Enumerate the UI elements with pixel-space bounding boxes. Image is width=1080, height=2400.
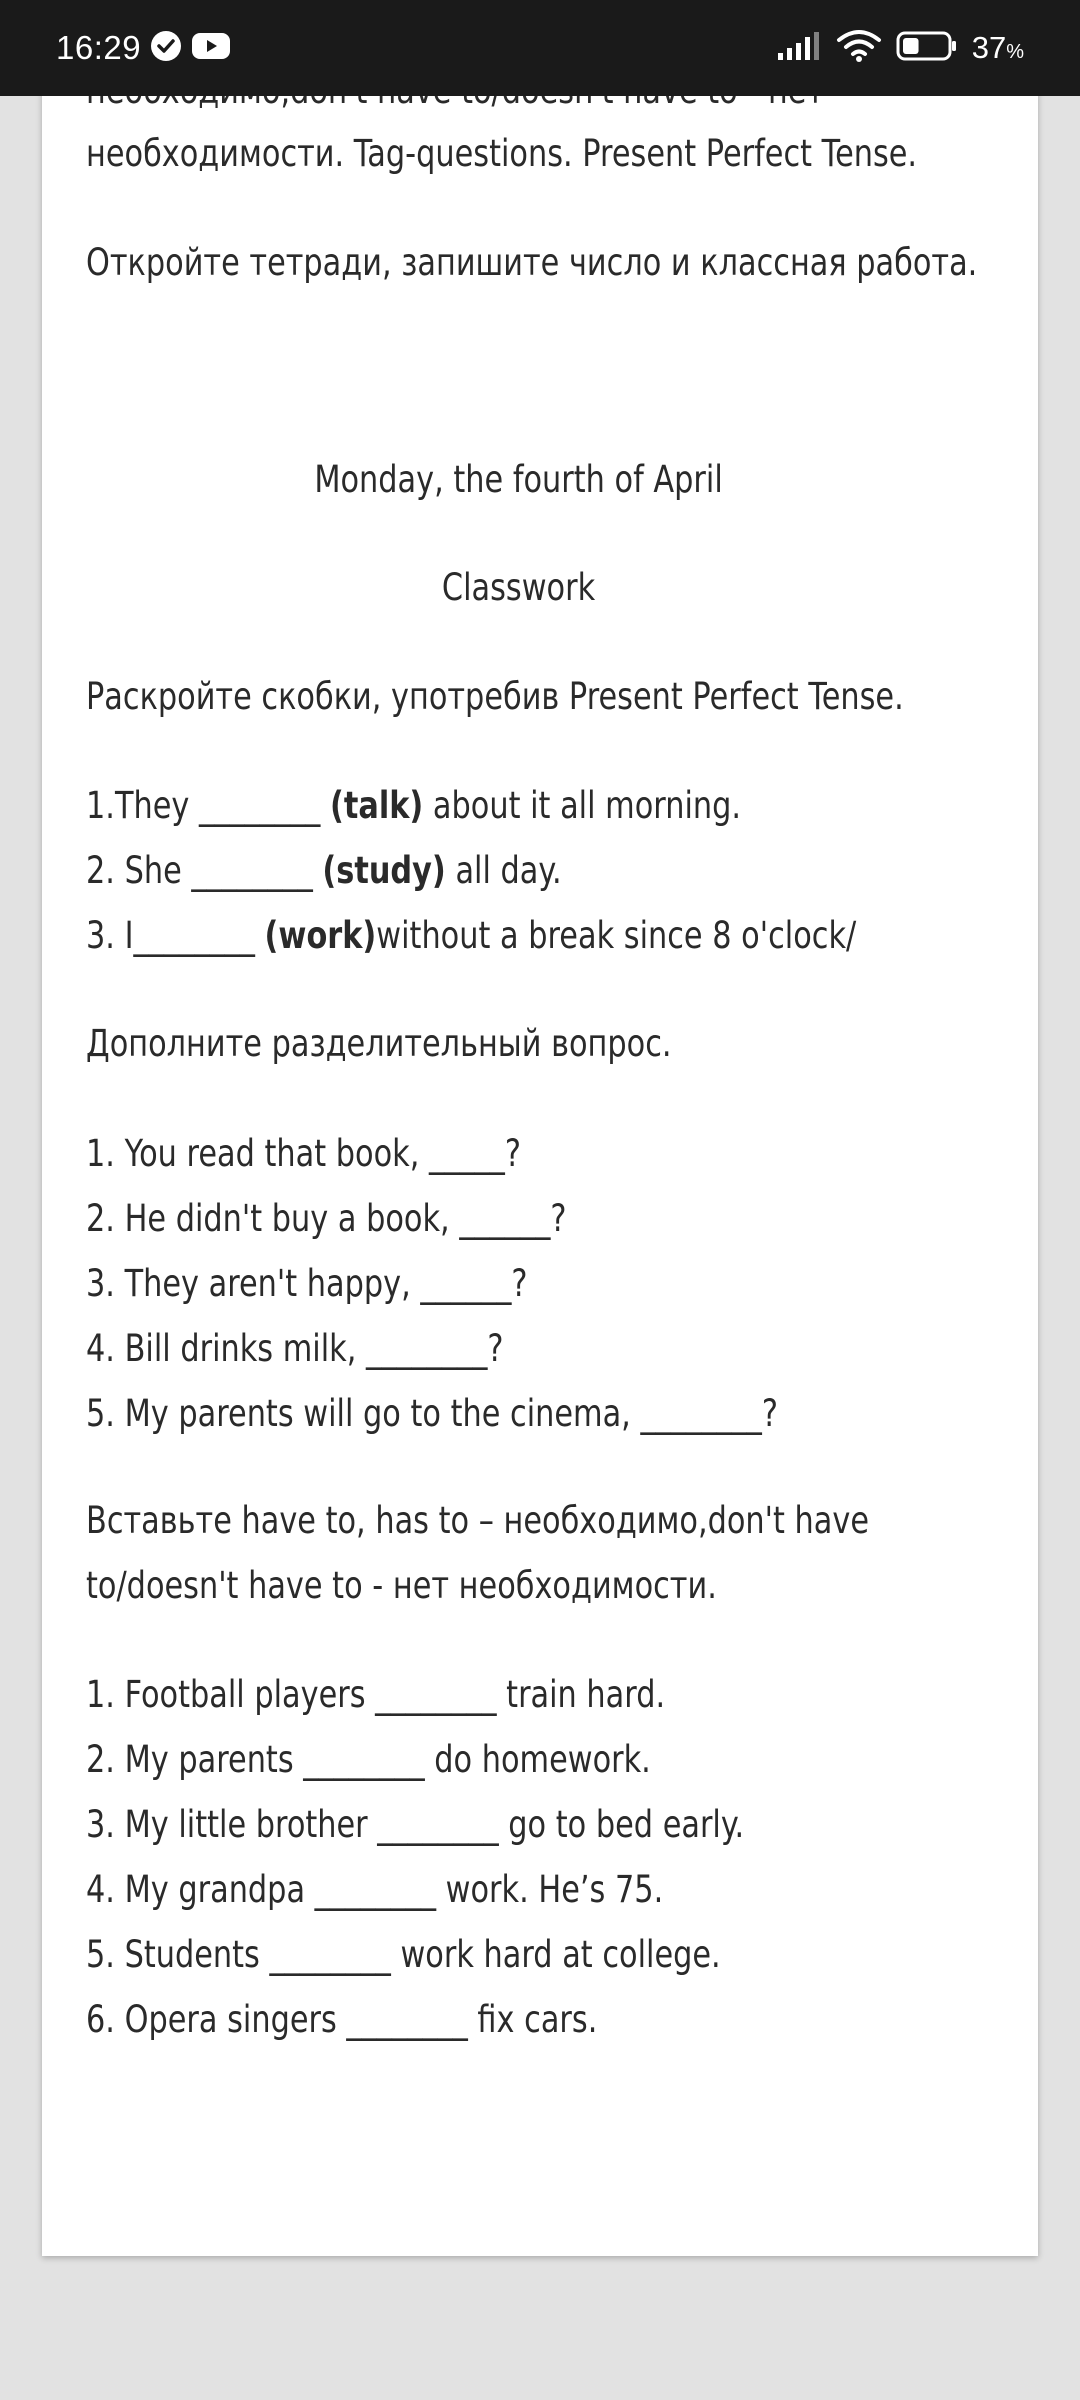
clock: 16:29 [56,29,142,66]
task3-item: 6. Opera singers ________ fix cars. [86,1998,598,2041]
check-circle-icon [149,29,183,68]
task1-item: 2. She ________ (study) all day. [86,849,562,892]
task3-item: 1. Football players ________ train hard. [86,1673,666,1716]
battery-icon [896,30,958,67]
task2-item: 5. My parents will go to the cinema, ________? [86,1392,778,1435]
task3-item: 4. My grandpa ________ work. He’s 75. [86,1868,664,1911]
classwork-heading: Classwork [441,566,596,609]
instruction-text: Откройте тетради, запишите число и классная работа. [86,241,978,284]
task2-item: 3. They aren't happy, ______? [86,1262,528,1305]
youtube-icon [191,30,231,67]
task2-item: 1. You read that book, _____? [86,1132,521,1175]
signal-icon [776,31,822,66]
task3-item: 5. Students ________ work hard at college. [86,1933,721,1976]
task3-title-cont: to/doesn't have to - нет необходимости. [86,1564,717,1607]
task3-item: 3. My little brother ________ go to bed early. [86,1803,745,1846]
task1-item: 1.They ________ (talk) about it all morning. [86,784,742,827]
wifi-icon [836,29,882,68]
document-page [42,60,1038,2256]
date-heading: Monday, the fourth of April [314,458,723,501]
task3-item: 2. My parents ________ do homework. [86,1738,651,1781]
status-bar [0,0,1080,96]
intro-line: необходимости. Tag-questions. Present Perfect Tense. [86,132,918,175]
task2-item: 2. He didn't buy a book, ______? [86,1197,567,1240]
task2-title: Дополните разделительный вопрос. [86,1022,672,1065]
task2-item: 4. Bill drinks milk, ________? [86,1327,504,1370]
task3-title: Вставьте have to, has to – необходимо,don't have [86,1499,869,1542]
task1-item: 3. I________ (work)without a break since 8 o'clock/ [86,914,857,957]
battery-percent: 37% [971,30,1024,65]
task1-title: Раскройте скобки, употребив Present Perfect Tense. [86,675,904,718]
